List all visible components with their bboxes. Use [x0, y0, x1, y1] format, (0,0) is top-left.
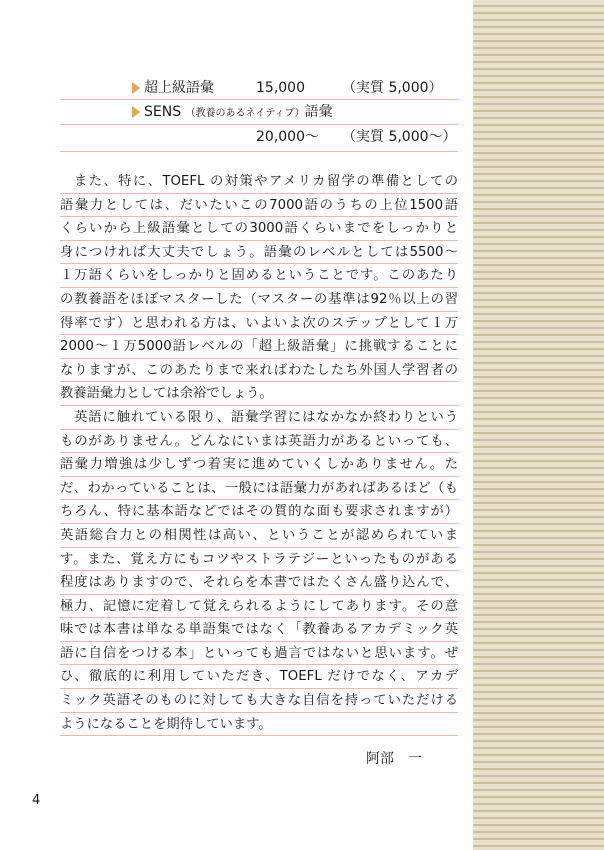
text-line: 身につければ大丈夫でしょう。語彙のレベルとしては5500〜: [60, 241, 458, 265]
text-line: ようになることを期待しています。: [60, 713, 458, 737]
vocab-actual: （実質 5,000）: [342, 80, 443, 96]
text-line: くらいから上級語彙としての3000語くらいまでをしっかりと: [60, 217, 458, 241]
text-line: の教養語をほぼマスターした（マスターの基準は92％以上の習: [60, 288, 458, 312]
triangle-bullet-icon: [132, 106, 140, 118]
text-line: 英語に触れている限り、語彙学習にはなかなか終わりという: [60, 406, 458, 430]
text-line: 語に自信をつける本」といっても過言ではないと思います。ぜ: [60, 642, 458, 666]
vocab-label: [144, 100, 333, 126]
author-signature: 阿部 一: [366, 751, 422, 767]
text-line: ミック英語そのものに対しても大きな自信を持っていただける: [60, 689, 458, 713]
text-line: 語彙力増強は少しずつ着実に進めていくしかありません。た: [60, 453, 458, 477]
vocab-row-sens-values: [60, 125, 458, 152]
text-line: １万語くらいをしっかりと固めるということです。このあたり: [60, 264, 458, 288]
text-line: 味では本書は単なる単語集ではなく「教養あるアカデミック英: [60, 618, 458, 642]
text-line: 極力、記憶に定着して覚えられるようにしてあります。その意: [60, 595, 458, 619]
text-line: 2000〜１万5000語レベルの「超上級語彙」に挑戦することに: [60, 335, 458, 359]
vocab-actual: （実質 5,000〜）: [342, 129, 457, 145]
vocab-row-super-advanced: [60, 76, 458, 100]
decorative-side-strip: [473, 0, 604, 850]
text-line: す。また、覚え方にもコツやストラテジーといったものがある: [60, 548, 458, 572]
text-line: なりますが、このあたりまで来ればわたしたち外国人学習者の: [60, 359, 458, 383]
vocab-label-note: （教養のあるネイティブ）: [185, 108, 305, 119]
triangle-bullet-icon: [132, 82, 140, 94]
text-line: 教養語彙力としては余裕でしょう。: [60, 382, 458, 406]
vocab-label-tail: 語彙: [304, 104, 333, 120]
text-line: また、特に、TOEFL の対策やアメリカ留学の準備としての: [60, 170, 458, 194]
text-line: ものがありません。どんなにいまは英語力があるといっても、: [60, 430, 458, 454]
text-line: 語彙力としては、だいたいこの7000語のうちの上位1500語: [60, 194, 458, 218]
text-line: 英語総合力との相関性は高い、ということが認められていま: [60, 524, 458, 548]
text-line: ちろん、特に基本語などではその質的な面も要求されますが）: [60, 500, 458, 524]
vocab-count: 20,000〜: [256, 129, 319, 145]
vocab-row-sens: [60, 100, 458, 125]
vocab-level-list: [60, 76, 458, 152]
vocab-label: 超上級語彙: [144, 80, 214, 96]
text-line: 得率です）と思われる方は、いよいよ次のステップとして１万: [60, 312, 458, 336]
text-line: ひ、徹底的に利用していただき、TOEFL だけでなく、アカデ: [60, 665, 458, 689]
vocab-label-main: SENS: [144, 104, 182, 120]
vocab-count: 15,000: [256, 80, 305, 96]
body-paragraphs: [60, 170, 458, 736]
text-line: 程度はありますので、それらを本書ではたくさん盛り込んで、: [60, 571, 458, 595]
text-line: だ、わかっていることは、一般には語彙力があればあるほど（も: [60, 477, 458, 501]
page-number: 4: [32, 793, 41, 808]
